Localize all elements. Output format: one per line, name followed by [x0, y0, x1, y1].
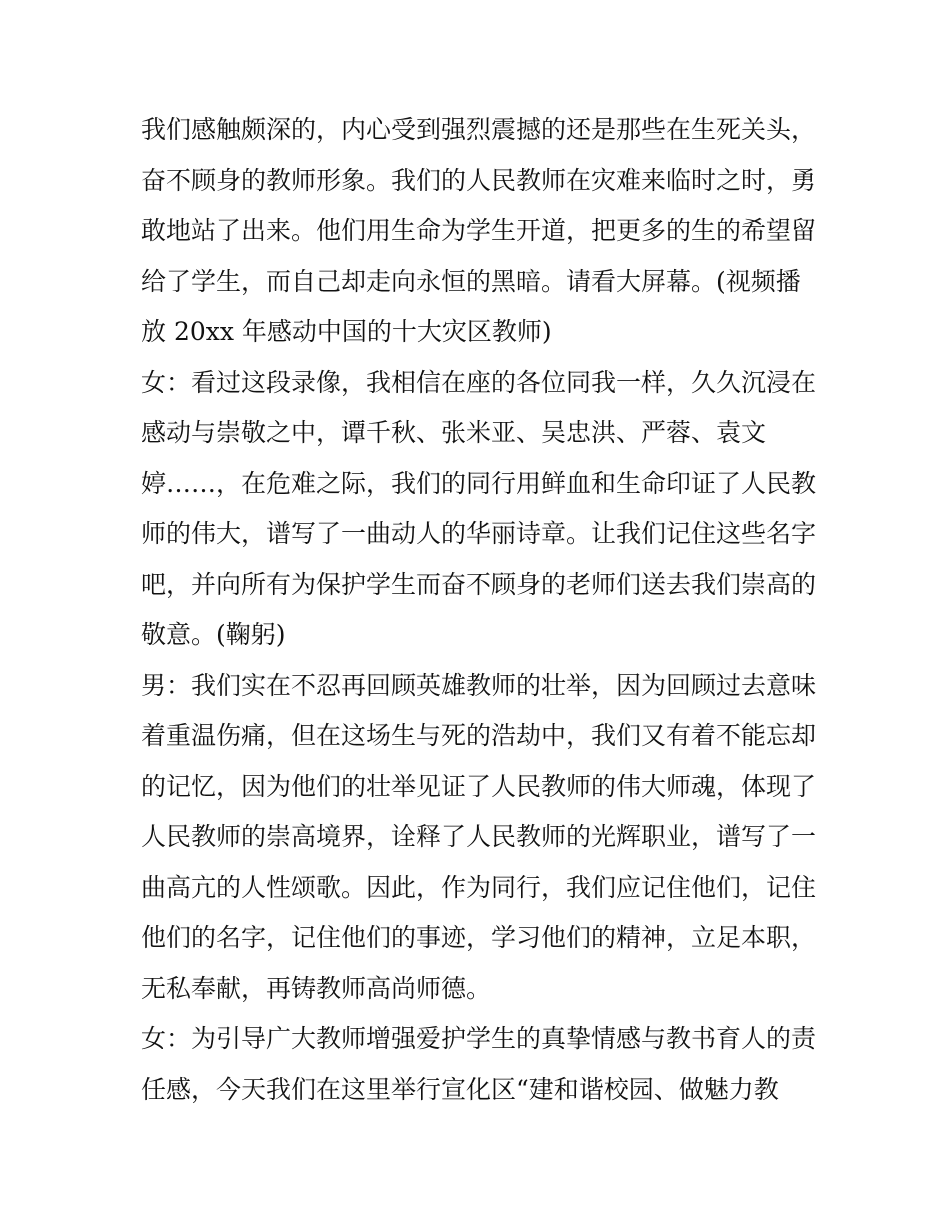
text-line: 婷……，在危难之际，我们的同行用鲜血和生命印证了人民教	[141, 468, 817, 498]
text-line: 给了学生，而自己却走向永恒的黑暗。请看大屏幕。(视频播	[141, 266, 801, 296]
text-line: 敬意。(鞠躬)	[141, 620, 286, 649]
text-line: 放 20xx 年感动中国的十大灾区教师)	[141, 317, 552, 346]
text-line: 吧，并向所有为保护学生而奋不顾身的老师们送去我们崇高的	[141, 569, 817, 599]
text-line: 曲高亢的人性颂歌。因此，作为同行，我们应记住他们，记住	[141, 872, 817, 902]
text-line: 男：我们实在不忍再回顾英雄教师的壮举，因为回顾过去意味	[141, 670, 817, 700]
text-line: 师的伟大，谱写了一曲动人的华丽诗章。让我们记住这些名字	[141, 519, 817, 548]
document-body	[141, 105, 821, 1115]
text-line: 女：为引导广大教师增强爱护学生的真挚情感与教书育人的责	[141, 1024, 817, 1053]
text-line: 无私奉献，再铸教师高尚师德。	[141, 973, 492, 1003]
text-line: 的记忆，因为他们的壮举见证了人民教师的伟大师魂，体现了	[141, 771, 817, 801]
text-line: 人民教师的崇高境界，诠释了人民教师的光辉职业，谱写了一	[141, 822, 817, 851]
text-line: 女：看过这段录像，我相信在座的各位同我一样，久久沉浸在	[141, 367, 817, 397]
text-line: 着重温伤痛，但在这场生与死的浩劫中，我们又有着不能忘却	[141, 721, 817, 750]
text-line: 他们的名字，记住他们的事迹，学习他们的精神，立足本职，	[141, 923, 817, 952]
text-line: 奋不顾身的教师形象。我们的人民教师在灾难来临时之时，勇	[141, 165, 817, 195]
text-line: 敢地站了出来。他们用生命为学生开道，把更多的生的希望留	[141, 216, 817, 245]
text-line: 感动与崇敬之中，谭千秋、张米亚、吴忠洪、严蓉、袁文	[141, 418, 767, 447]
text-line: 我们感触颇深的，内心受到强烈震撼的还是那些在生死关头，	[141, 115, 817, 144]
text-line: 任感，今天我们在这里举行宣化区“建和谐校园、做魅力教	[141, 1074, 779, 1104]
